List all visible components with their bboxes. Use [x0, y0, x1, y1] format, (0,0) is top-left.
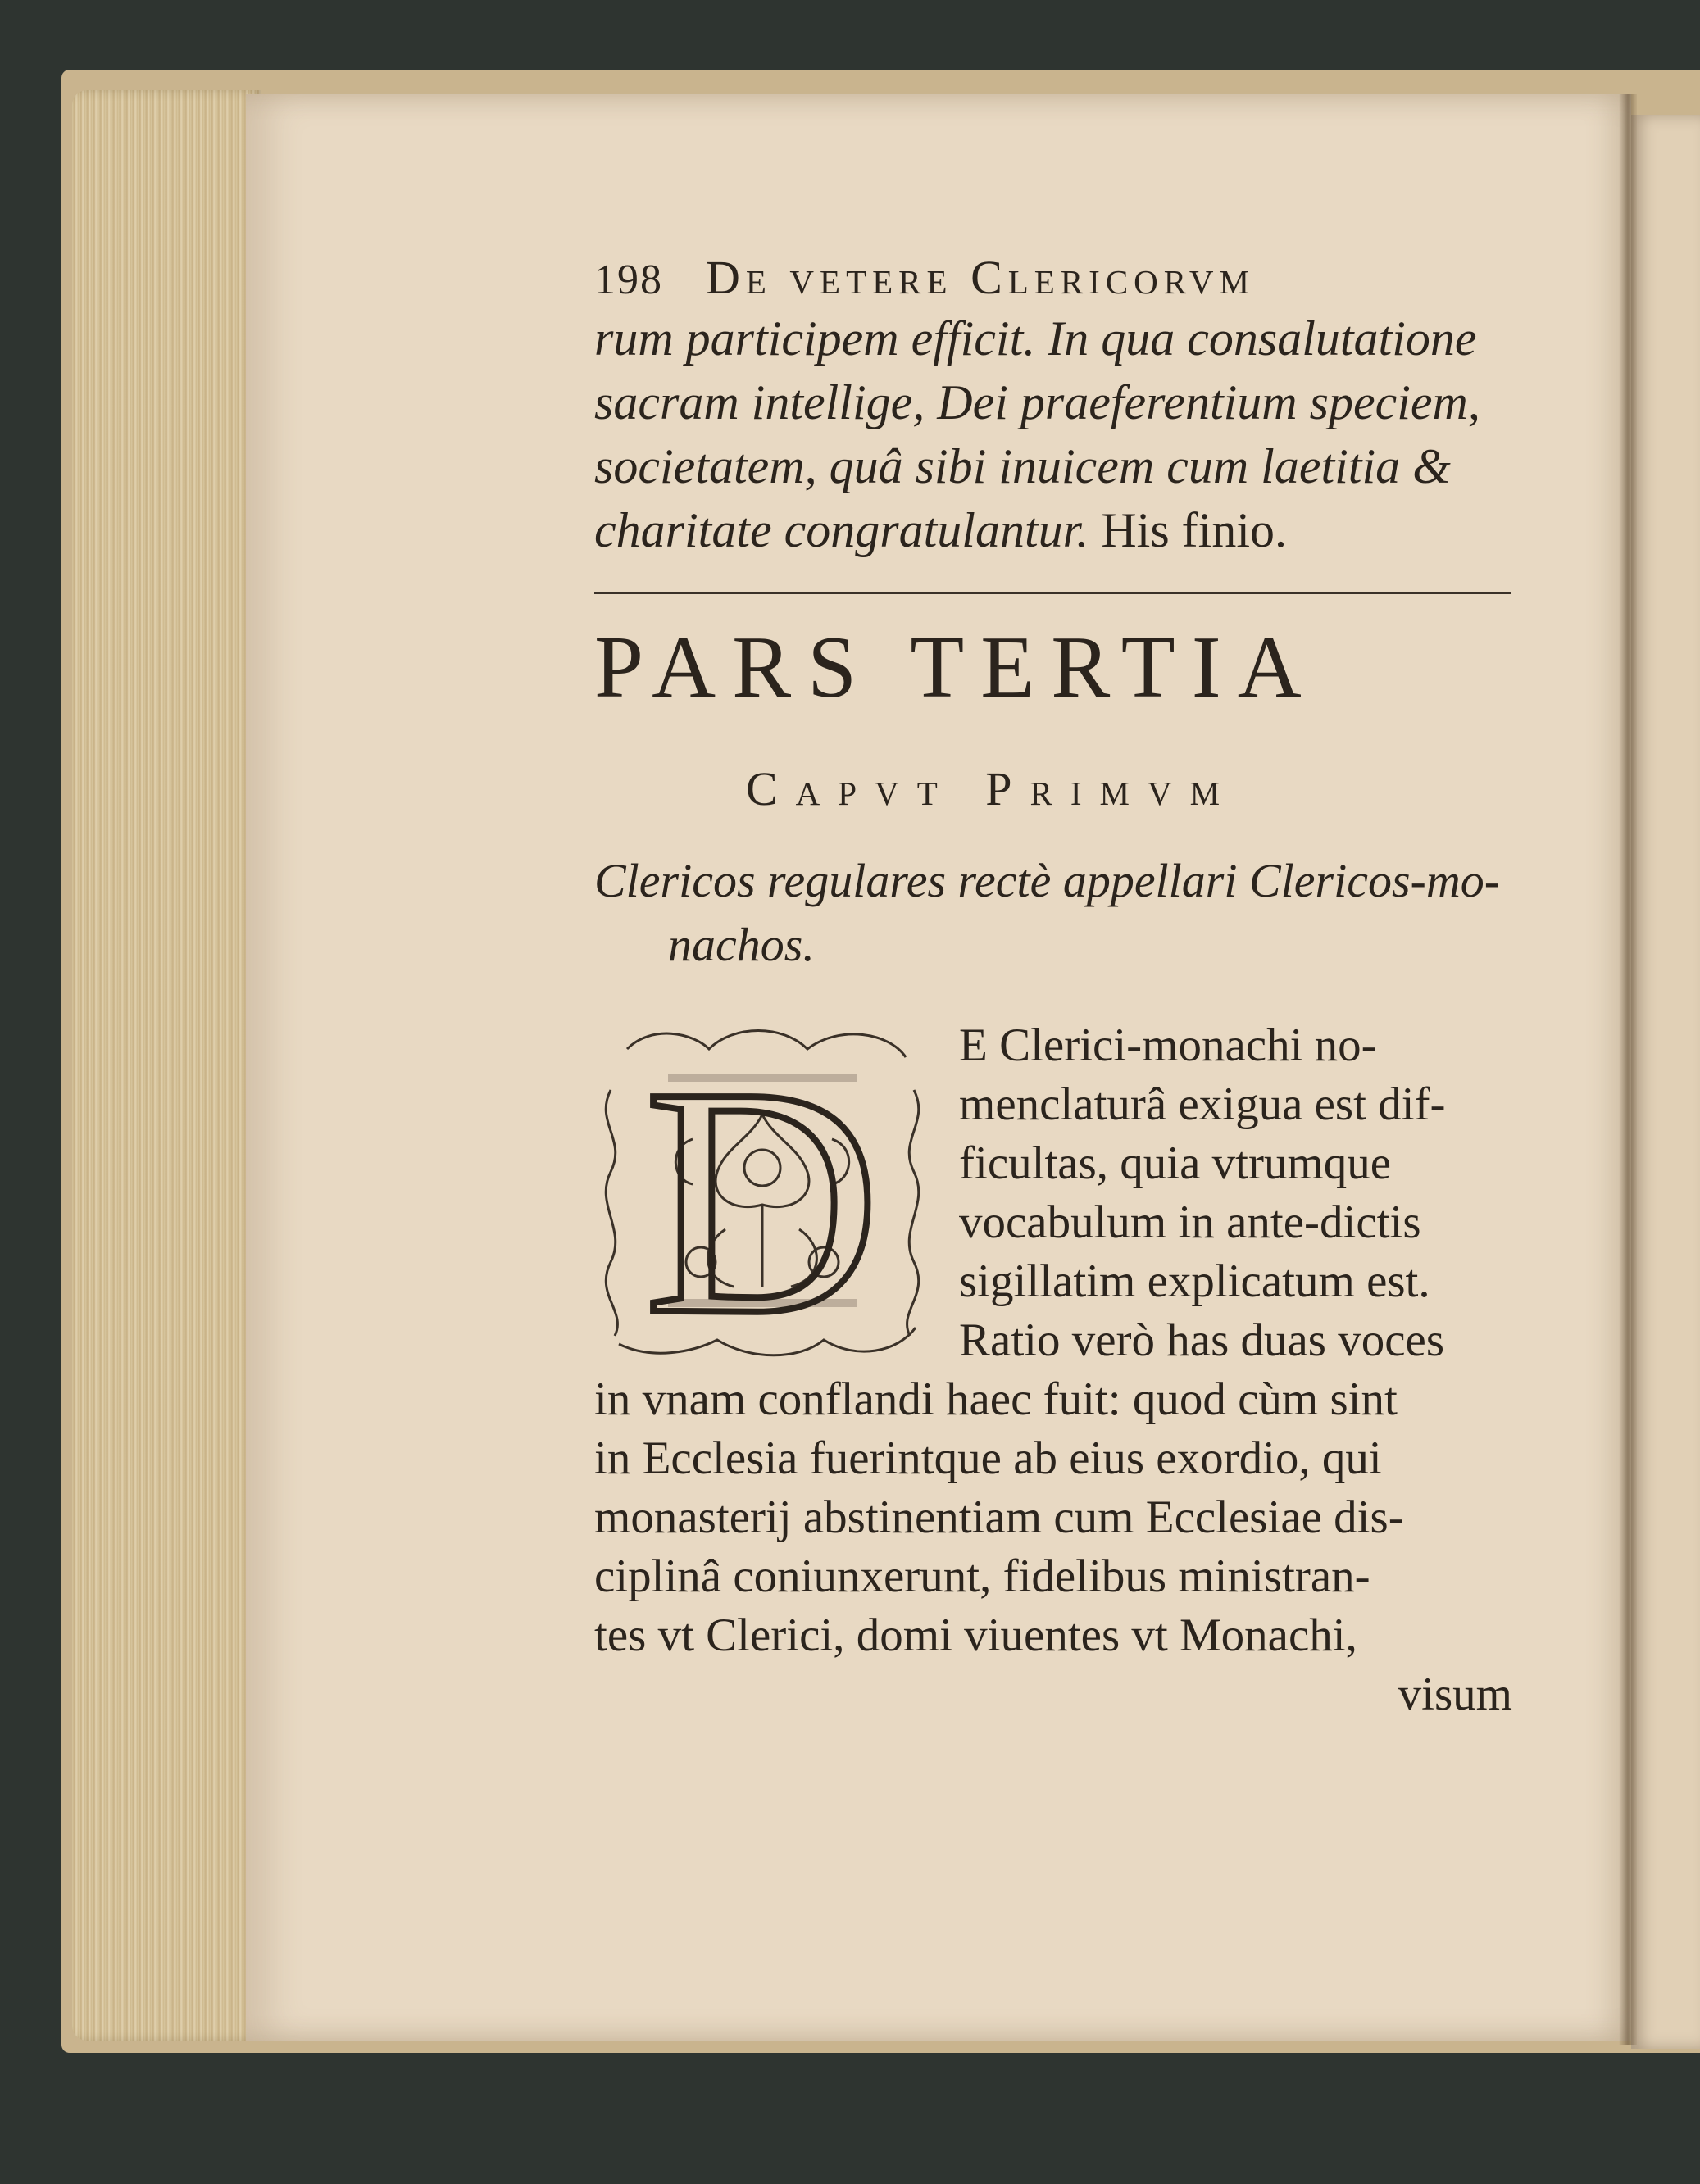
text-line: sacram intellige, Dei praeferentium speciem,	[594, 375, 1480, 429]
running-head-title: De vetere Clericorvm	[706, 251, 1255, 304]
gutter-shadow	[1619, 94, 1637, 2045]
catchword-line	[594, 1665, 1512, 1724]
text-line: monasterij abstinentiam cum Ecclesiae dis-	[594, 1492, 1404, 1543]
final-roman-segment: His finio.	[1089, 503, 1287, 557]
text-line: menclaturâ exigua est dif-	[959, 1078, 1446, 1130]
body-text	[594, 1016, 1512, 1724]
drop-cap-letter: D	[643, 1019, 881, 1364]
summary-line: Clericos regulares rectè appellari Clericos-mo-	[594, 854, 1501, 907]
text-line: Ratio verò has duas voces	[959, 1314, 1445, 1366]
chapter-title: Capvt Primvm	[746, 762, 1239, 815]
text-line: tes vt Clerici, domi viuentes vt Monachi,	[594, 1610, 1357, 1661]
running-head	[594, 251, 1512, 304]
text-line: in Ecclesia fuerintque ab eius exordio, qui	[594, 1433, 1382, 1484]
final-italic-segment: charitate congratulantur.	[594, 503, 1089, 557]
text-line: societatem, quâ sibi inuicem cum laetitia &	[594, 439, 1451, 493]
section-rule	[594, 592, 1511, 594]
facing-page-edge	[1631, 115, 1700, 2049]
catchword: visum	[1398, 1669, 1512, 1720]
text-line: sigillatim explicatum est.	[959, 1255, 1430, 1307]
text-line: ficultas, quia vtrumque	[959, 1137, 1392, 1189]
text-line: in vnam conflandi haec fuit: quod cùm sint	[594, 1374, 1398, 1425]
page-number: 198	[594, 257, 663, 303]
text-line: rum participem efficit. In qua consalutatione	[594, 311, 1477, 366]
text-line: vocabulum in ante-dictis	[959, 1196, 1421, 1248]
chapter-summary	[594, 849, 1512, 977]
text-line: ciplinâ coniunxerunt, fidelibus ministran-	[594, 1551, 1370, 1602]
ornamental-initial-d	[594, 1016, 930, 1364]
full-width-lines	[594, 1370, 1512, 1724]
page-edges	[72, 90, 261, 2041]
text-line-final	[594, 498, 1512, 562]
continued-text	[594, 306, 1512, 562]
summary-line: nachos.	[668, 918, 815, 971]
part-title: PARS TERTIA	[594, 619, 1318, 716]
text-line: E Clerici-monachi no-	[959, 1019, 1377, 1071]
page-content	[594, 251, 1512, 1724]
